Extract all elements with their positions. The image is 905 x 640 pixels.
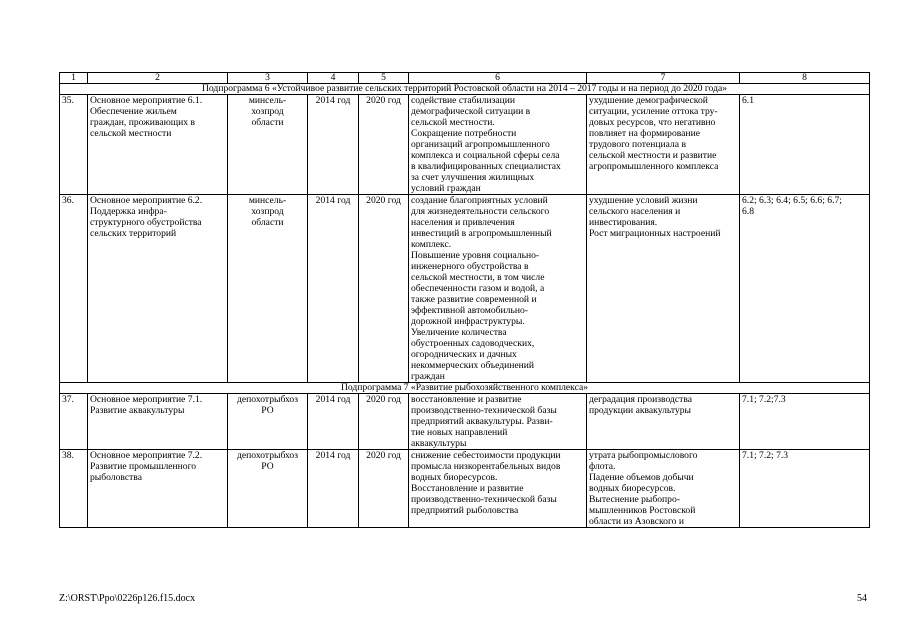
consequences: ухудшение условий жизни сельского населения и инвестирования. Рост миграционных настроений <box>587 195 740 383</box>
col-number: 3 <box>228 73 308 84</box>
start-year: 2014 год <box>308 450 359 528</box>
start-year: 2014 год <box>308 95 359 195</box>
col-number: 2 <box>88 73 228 84</box>
row-number: 36. <box>60 195 88 383</box>
col-number: 4 <box>308 73 359 84</box>
expected-result: восстановление и развитие производственно-технической базы предприятий аквакультуры. Разви- тие новых направлений аквакультуры <box>409 394 587 450</box>
executor: минсель- хозпрод области <box>228 195 308 383</box>
col-number: 1 <box>60 73 88 84</box>
executor: депохотрыбхоз РО <box>228 450 308 528</box>
col-number: 8 <box>740 73 870 84</box>
subprogram-title: Подпрограмма 6 «Устойчивое развитие сельских территорий Ростовской области на 2014 – 2017 годы и на период до 2020 года» <box>60 84 870 95</box>
end-year: 2020 год <box>359 394 409 450</box>
expected-result: создание благоприятных условий для жизнедеятельности сельского населения и привлечения инвестиций в агропромышленный комплекс. Повышение уровня социально- инженерного обустройства в сельской местности, в том числе обеспеченности газом и водой, а также развитие современной и эффективной автомобильно- дорожной инфраструктуры. Увеличение количества обустроенных садоводческих, огороднических и дачных некоммерческих объединений граждан <box>409 195 587 383</box>
page-number: 54 <box>857 593 867 604</box>
start-year: 2014 год <box>308 195 359 383</box>
table-row <box>60 394 870 450</box>
indicator-link: 7.1; 7.2;7.3 <box>740 394 870 450</box>
table-row <box>60 450 870 528</box>
executor: депохотрыбхоз РО <box>228 394 308 450</box>
row-number: 35. <box>60 95 88 195</box>
file-path: Z:\ORST\Ppo\0226p126.f15.docx <box>59 593 196 604</box>
subprogram-title: Подпрограмма 7 «Развитие рыбохозяйственного комплекса» <box>60 383 870 394</box>
end-year: 2020 год <box>359 450 409 528</box>
col-number: 5 <box>359 73 409 84</box>
expected-result: снижение себестоимости продукции промысла низкорентабельных видов водных биоресурсов. Восстановление и развитие производственно-технической базы предприятий рыболовства <box>409 450 587 528</box>
subprogram-row <box>60 84 870 95</box>
end-year: 2020 год <box>359 95 409 195</box>
table-row <box>60 95 870 195</box>
start-year: 2014 год <box>308 394 359 450</box>
measure-name: Основное мероприятие 7.1. Развитие аквакультуры <box>88 394 228 450</box>
executor: минсель- хозпрод области <box>228 95 308 195</box>
row-number: 38. <box>60 450 88 528</box>
subprogram-row <box>60 383 870 394</box>
table-row <box>60 195 870 383</box>
indicator-link: 6.2; 6.3; 6.4; 6.5; 6.6; 6.7; 6.8 <box>740 195 870 383</box>
measure-name: Основное мероприятие 6.2. Поддержка инфра- структурного обустройства сельских территорий <box>88 195 228 383</box>
measures-table <box>59 72 870 528</box>
column-number-row <box>60 73 870 84</box>
col-number: 6 <box>409 73 587 84</box>
indicator-link: 6.1 <box>740 95 870 195</box>
col-number: 7 <box>587 73 740 84</box>
indicator-link: 7.1; 7.2; 7.3 <box>740 450 870 528</box>
consequences: деградация производства продукции аквакультуры <box>587 394 740 450</box>
row-number: 37. <box>60 394 88 450</box>
consequences: ухудшение демографической ситуации, усиление оттока тру- довых ресурсов, что негативно повлияет на формирование трудового потенциала в сельской местности и развитие агропромышленного комплекса <box>587 95 740 195</box>
consequences: утрата рыбопромыслового флота. Падение объемов добычи водных биоресурсов. Вытеснение рыбопро- мышленников Ростовской области из Азовского и <box>587 450 740 528</box>
end-year: 2020 год <box>359 195 409 383</box>
measure-name: Основное мероприятие 6.1. Обеспечение жильем граждан, проживающих в сельской местности <box>88 95 228 195</box>
measure-name: Основное мероприятие 7.2. Развитие промышленного рыболовства <box>88 450 228 528</box>
expected-result: содействие стабилизации демографической ситуации в сельской местности. Сокращение потребности организаций агропромышленного комплекса и социальной сферы села в квалифицированных специалистах за счет улучшения жилищных условий граждан <box>409 95 587 195</box>
